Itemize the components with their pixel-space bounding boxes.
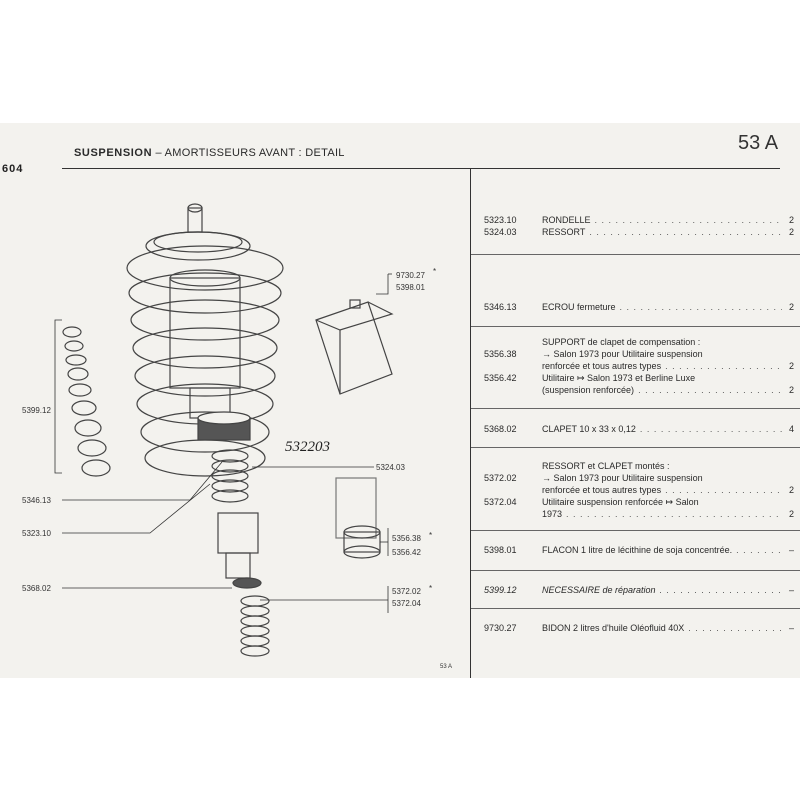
part-description: RESSORT bbox=[542, 227, 586, 237]
section-rule bbox=[471, 254, 800, 255]
label-star-1: * bbox=[433, 267, 437, 276]
part-row-5399-12 bbox=[484, 584, 794, 596]
part-quantity: 2 bbox=[788, 302, 794, 312]
leader-dots bbox=[665, 360, 782, 372]
section-rule bbox=[471, 326, 800, 327]
part-quantity: 2 bbox=[788, 485, 794, 495]
leader-dots bbox=[640, 423, 782, 435]
part-row-5323-10 bbox=[484, 214, 794, 226]
part-group-rondelle-ressort bbox=[484, 214, 794, 238]
lower-cylinder bbox=[218, 513, 258, 553]
part-row-5324-03 bbox=[484, 226, 794, 238]
leader-dots bbox=[589, 226, 782, 238]
part-row-5398-01 bbox=[484, 544, 794, 556]
part-row-5372-04 bbox=[484, 496, 794, 508]
label-5346: 5346.13 bbox=[22, 496, 51, 505]
part-number: 5356.38 bbox=[484, 349, 517, 359]
part-group-heading bbox=[484, 336, 794, 348]
part-quantity: – bbox=[788, 623, 794, 633]
part-quantity: 2 bbox=[788, 215, 794, 225]
part-row-5356-38-cont bbox=[484, 360, 794, 372]
part-description: RONDELLE bbox=[542, 215, 591, 225]
part-row-5356-38 bbox=[484, 348, 794, 360]
part-group-bidon bbox=[484, 622, 794, 634]
label-5398: 5398.01 bbox=[396, 283, 425, 292]
part-group-flacon bbox=[484, 544, 794, 556]
part-description-cont: (suspension renforcée) bbox=[542, 385, 635, 395]
oil-can-icon bbox=[316, 300, 392, 394]
page-title bbox=[74, 147, 345, 159]
part-quantity: 2 bbox=[788, 385, 794, 395]
part-row-5368-02 bbox=[484, 423, 794, 435]
part-number: 5356.42 bbox=[484, 373, 517, 383]
group-heading: RESSORT et CLAPET montés : bbox=[542, 461, 670, 471]
part-number: 9730.27 bbox=[484, 623, 517, 633]
label-star-2: * bbox=[429, 531, 433, 540]
part-row-5372-02 bbox=[484, 472, 794, 484]
label-5356-42: 5356.42 bbox=[392, 548, 421, 557]
part-group-support bbox=[484, 336, 794, 396]
leader-dots bbox=[736, 544, 782, 556]
part-description-cont: renforcée et tous autres types bbox=[542, 361, 662, 371]
part-number: 5323.10 bbox=[484, 215, 517, 225]
label-5372-04: 5372.04 bbox=[392, 599, 421, 608]
part-description: FLACON 1 litre de lécithine de soja concentrée. bbox=[542, 545, 733, 555]
leader-dots bbox=[665, 484, 782, 496]
model-logo: 604 bbox=[2, 163, 24, 175]
part-row-5356-42-cont bbox=[484, 384, 794, 396]
group-heading: SUPPORT de clapet de compensation : bbox=[542, 337, 701, 347]
section-rule bbox=[471, 408, 800, 409]
label-5372-02: 5372.02 bbox=[392, 587, 421, 596]
exploded-diagram bbox=[0, 168, 470, 678]
valve-washer bbox=[233, 578, 261, 588]
label-5323: 5323.10 bbox=[22, 529, 51, 538]
part-row-9730-27 bbox=[484, 622, 794, 634]
part-number: 5372.04 bbox=[484, 497, 517, 507]
repair-kit-stack bbox=[63, 327, 110, 476]
leader-dots bbox=[660, 584, 782, 596]
part-group-heading bbox=[484, 460, 794, 472]
part-description-cont: renforcée et tous autres types bbox=[542, 485, 662, 495]
part-number: 5346.13 bbox=[484, 302, 517, 312]
part-number: 5372.02 bbox=[484, 473, 517, 483]
part-description: CLAPET 10 x 33 x 0,12 bbox=[542, 424, 636, 434]
label-star-3: * bbox=[429, 584, 433, 593]
leader-dots bbox=[620, 301, 782, 313]
damper-body bbox=[170, 278, 240, 388]
page-number: 53 A bbox=[738, 132, 779, 154]
part-description: → Salon 1973 pour Utilitaire suspension bbox=[542, 349, 703, 359]
part-row-5372-04-cont bbox=[484, 508, 794, 520]
handwritten-note: 532203 bbox=[285, 439, 330, 455]
page-title-bold: SUSPENSION bbox=[74, 147, 153, 159]
part-description-cont: 1973 bbox=[542, 509, 563, 519]
part-number: 5399.12 bbox=[484, 585, 517, 595]
part-group-clapet bbox=[484, 423, 794, 435]
part-quantity: 4 bbox=[788, 424, 794, 434]
part-description: BIDON 2 litres d'huile Oléofluid 40X bbox=[542, 623, 685, 633]
part-description: ECROU fermeture bbox=[542, 302, 616, 312]
part-group-ecrou bbox=[484, 301, 794, 313]
part-group-necessaire bbox=[484, 584, 794, 596]
part-number: 5368.02 bbox=[484, 424, 517, 434]
label-5399: 5399.12 bbox=[22, 406, 51, 415]
label-5324: 5324.03 bbox=[376, 463, 405, 472]
part-description: NECESSAIRE de réparation bbox=[542, 585, 656, 595]
part-quantity: 2 bbox=[788, 361, 794, 371]
part-number: 5398.01 bbox=[484, 545, 517, 555]
section-rule bbox=[471, 570, 800, 571]
part-quantity: 2 bbox=[788, 509, 794, 519]
valve-support-cap bbox=[344, 526, 380, 558]
label-9730: 9730.27 bbox=[396, 271, 425, 280]
part-row-5346-13 bbox=[484, 301, 794, 313]
part-description: Utilitaire ↦ Salon 1973 et Berline Luxe bbox=[542, 373, 696, 383]
part-quantity: – bbox=[788, 585, 794, 595]
part-row-5356-42 bbox=[484, 372, 794, 384]
part-row-5372-02-cont bbox=[484, 484, 794, 496]
part-description: Utilitaire suspension renforcée ↦ Salon bbox=[542, 497, 699, 507]
part-quantity: – bbox=[788, 545, 794, 555]
leader-dots bbox=[595, 214, 782, 226]
part-number: 5324.03 bbox=[484, 227, 517, 237]
part-group-ressort-clapet bbox=[484, 460, 794, 520]
section-rule bbox=[471, 608, 800, 609]
leader-dots bbox=[566, 508, 782, 520]
part-description: → Salon 1973 pour Utilitaire suspension bbox=[542, 473, 703, 483]
footer-page-ref: 53 A bbox=[440, 664, 453, 670]
leader-dots bbox=[638, 384, 782, 396]
damper-tube bbox=[336, 478, 376, 538]
page-title-rest: – AMORTISSEURS AVANT : DETAIL bbox=[152, 147, 345, 159]
column-divider bbox=[470, 168, 471, 678]
leader-dots bbox=[688, 622, 782, 634]
part-quantity: 2 bbox=[788, 227, 794, 237]
bottom-spring bbox=[241, 596, 269, 656]
label-5368: 5368.02 bbox=[22, 584, 51, 593]
label-5356-38: 5356.38 bbox=[392, 534, 421, 543]
section-rule bbox=[471, 530, 800, 531]
main-coil-spring bbox=[127, 246, 283, 476]
section-rule bbox=[471, 447, 800, 448]
